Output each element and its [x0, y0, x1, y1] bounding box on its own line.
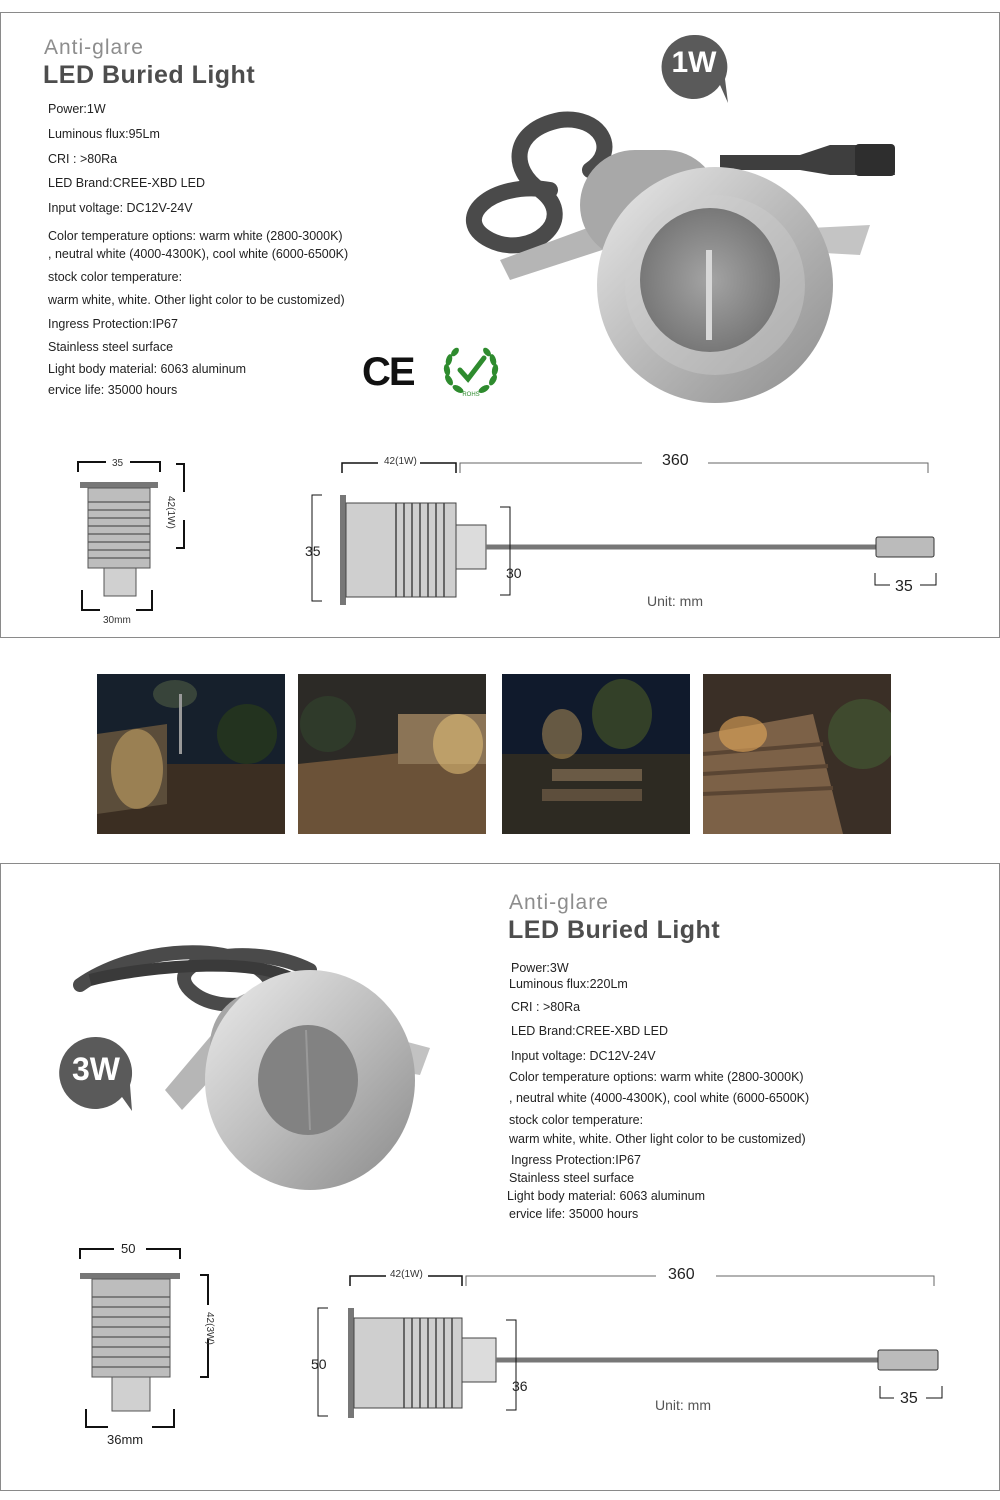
spec-line: warm white, white. Other light color to be customized): [509, 1132, 806, 1146]
dim-gland: 30: [506, 565, 522, 581]
badge-3w-label: 3W: [72, 1051, 120, 1087]
application-photo-garden-wall: [97, 674, 285, 834]
spec-line: ervice life: 35000 hours: [48, 383, 178, 397]
spec-line: Input voltage: DC12V-24V: [511, 1049, 656, 1063]
unit-label: Unit: mm: [647, 593, 703, 609]
spec-line: Power:1W: [48, 102, 106, 116]
spec-line: Luminous flux:220Lm: [509, 977, 628, 991]
spec-line: Input voltage: DC12V-24V: [48, 201, 193, 215]
spec-line: Color temperature options: warm white (2800-3000K): [48, 229, 343, 243]
spec-line: Color temperature options: warm white (2800-3000K): [509, 1070, 804, 1084]
product2-subtitle: Anti-glare: [509, 891, 609, 914]
spec-line: Ingress Protection:IP67: [48, 317, 178, 331]
spec-line: Power:3W: [511, 961, 569, 975]
dim-connector: 35: [900, 1390, 918, 1407]
spec-line: , neutral white (4000-4300K), cool white (6000-6500K): [48, 247, 349, 261]
application-photo-steps: [502, 674, 690, 834]
rohs-text: ROHS: [462, 392, 480, 398]
dim-cable-length: 360: [662, 452, 689, 469]
spec-line: CRI : >80Ra: [48, 152, 118, 166]
dim-front-width: 50: [121, 1241, 136, 1256]
product2-title: LED Buried Light: [508, 916, 721, 944]
badge-1w-label: 1W: [671, 46, 717, 79]
spec-line: , neutral white (4000-4300K), cool white (6000-6500K): [509, 1091, 810, 1105]
product1-title: LED Buried Light: [43, 61, 256, 89]
spec-line: Stainless steel surface: [48, 340, 174, 354]
side-dimension-drawing-3w: [316, 1268, 956, 1428]
application-photo-stairway: [703, 674, 891, 834]
product1-subtitle: Anti-glare: [44, 36, 144, 59]
side-dimension-drawing-1w: [310, 455, 950, 615]
dim-side-height: 35: [305, 543, 321, 559]
ce-mark-icon: CE: [362, 350, 414, 394]
spec-line: ervice life: 35000 hours: [509, 1207, 639, 1221]
dim-gland: 36: [512, 1378, 528, 1394]
front-dimension-drawing-3w: [78, 1245, 218, 1435]
spec-line: CRI : >80Ra: [511, 1000, 581, 1014]
application-photo-deck: [298, 674, 486, 834]
dim-front-height: 42(3W): [204, 1312, 215, 1345]
unit-label: Unit: mm: [655, 1397, 711, 1413]
dim-connector: 35: [895, 578, 913, 595]
front-dimension-drawing-1w: [78, 460, 193, 620]
spec-line: stock color temperature:: [509, 1113, 644, 1127]
dim-side-length: 42(1W): [384, 456, 417, 467]
dim-front-width: 35: [112, 458, 124, 469]
dim-front-bottom: 30mm: [103, 615, 131, 626]
dim-side-length: 42(1W): [390, 1269, 423, 1280]
spec-line: Stainless steel surface: [509, 1171, 635, 1185]
spec-line: Luminous flux:95Lm: [48, 127, 160, 141]
product-photo-1w: [470, 110, 900, 405]
spec-line: Light body material: 6063 aluminum: [48, 362, 247, 376]
spec-line: Ingress Protection:IP67: [511, 1153, 641, 1167]
spec-line: stock color temperature:: [48, 270, 183, 284]
spec-line: Light body material: 6063 aluminum: [507, 1189, 706, 1203]
spec-line: LED Brand:CREE-XBD LED: [48, 176, 206, 190]
dim-cable-length: 360: [668, 1266, 695, 1283]
dim-front-bottom: 36mm: [107, 1432, 144, 1447]
dim-front-height: 42(1W): [165, 496, 176, 529]
spec-line: warm white, white. Other light color to be customized): [48, 293, 345, 307]
spec-line: LED Brand:CREE-XBD LED: [511, 1024, 669, 1038]
dim-side-height: 50: [311, 1356, 327, 1372]
